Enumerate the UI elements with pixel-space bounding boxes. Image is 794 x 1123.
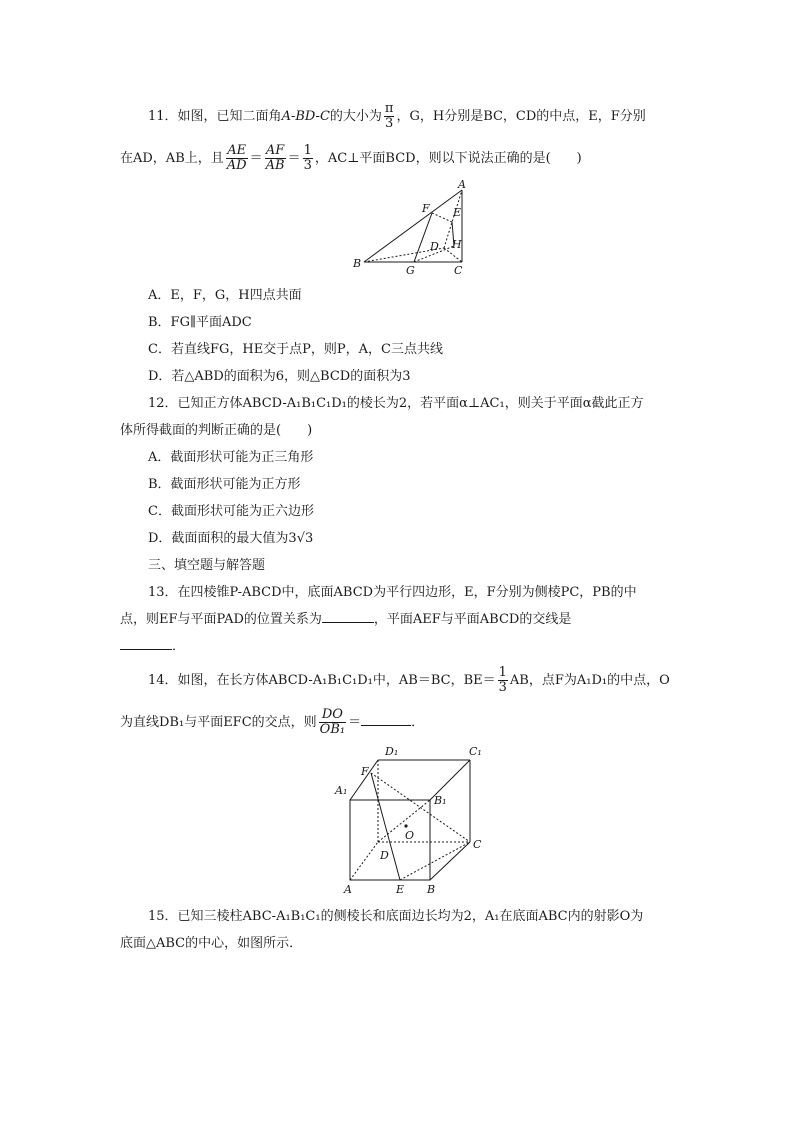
q11-label-H: H xyxy=(452,238,462,251)
q11-text-2a: 在AD，AB上，且 xyxy=(120,151,224,166)
q13-blank-1[interactable] xyxy=(322,610,374,623)
q14-text-b: AB，点F为A₁D₁的中点，O xyxy=(509,673,670,688)
q14-label-C1: C₁ xyxy=(469,745,482,758)
q11-option-b: B．FG∥平面ADC xyxy=(148,315,252,330)
q14-text-a: 14．如图，在长方体ABCD-A₁B₁C₁D₁中，AB＝BC，BE＝ xyxy=(148,673,496,688)
q12-line1: 12．已知正方体ABCD-A₁B₁C₁D₁的棱长为2，若平面α⊥AC₁，则关于平面α截此正方 xyxy=(148,396,644,411)
q13-line3 xyxy=(120,637,185,657)
section-heading: 三、填空题与解答题 xyxy=(148,558,266,573)
q11-text-2b: ，AC⊥平面BCD，则以下说法正确的是( ) xyxy=(314,151,582,166)
q15-line1: 15．已知三棱柱ABC-A₁B₁C₁的侧棱长和底面边长均为2，A₁在底面ABC内的射影O为 xyxy=(148,909,644,924)
frac-den: 3 xyxy=(498,680,507,695)
q14-label-O: O xyxy=(405,829,415,842)
q11-option-d: D．若△ABD的面积为6，则△BCD的面积为3 xyxy=(148,369,411,384)
q14-text-2a: 为直线DB₁与平面EFC的交点，则 xyxy=(120,715,317,730)
q11-label-C: C xyxy=(454,264,463,277)
q14-line2 xyxy=(120,708,424,737)
q11-pi-over-3 xyxy=(384,102,395,131)
q11-label-D: D xyxy=(430,240,439,253)
q12-option-d: D．截面面积的最大值为3√3 xyxy=(148,531,314,546)
q11-frac-af-ab xyxy=(265,144,286,173)
q11-frac-ae-ad xyxy=(226,144,248,173)
q14-line1 xyxy=(148,666,670,695)
frac-den: AB xyxy=(265,158,285,173)
q12-option-a: A．截面形状可能为正三角形 xyxy=(148,450,314,465)
frac-den: OB₁ xyxy=(319,722,346,737)
q11-number: 11． xyxy=(148,109,178,124)
q11-text-a: 如图，已知二面角 xyxy=(177,109,282,124)
q14-label-B: B xyxy=(427,883,436,896)
frac-num: 1 xyxy=(303,143,312,158)
q11-label-B: B xyxy=(353,257,362,270)
q11-line1 xyxy=(148,102,646,131)
q14-label-E: E xyxy=(396,883,405,896)
q11-text-d: ，G，H分别是BC，CD的中点，E，F分别 xyxy=(396,109,646,124)
q13-line2 xyxy=(120,610,571,630)
frac-den: AD xyxy=(226,158,247,173)
q11-line2: 在AD，AB上，且 $\frac{AE}{AD}$ ＝ $\frac{AF}{AB}$ ＝ $\frac{1}{3}$ ，AC⊥平面BCD，则以下说法正确的是( ) xyxy=(120,143,582,173)
frac-num: π xyxy=(384,101,394,116)
q11-frac-one-third xyxy=(303,144,313,173)
q12-line2: 体所得截面的判断正确的是( ) xyxy=(120,423,313,438)
q11-label-F: F xyxy=(422,202,430,215)
q15-line2: 底面△ABC的中心，如图所示． xyxy=(120,936,303,951)
q11-text-c: 的大小为 xyxy=(329,109,382,124)
q11-label-G: G xyxy=(406,264,415,277)
q14-text-end: ． xyxy=(411,715,425,730)
q11-option-c: C．若直线FG，HE交于点P，则P，A，C三点共线 xyxy=(148,342,444,357)
frac-num: DO xyxy=(319,708,346,723)
frac-num: 1 xyxy=(498,665,507,680)
q11-option-a: A．E，F，G，H四点共面 xyxy=(148,288,302,303)
q13-text-end: ． xyxy=(172,639,186,654)
q11-label-A: A xyxy=(458,178,466,191)
q13-blank-2[interactable] xyxy=(120,637,172,650)
q14-label-A1: A₁ xyxy=(335,784,348,797)
q14-label-D: D xyxy=(380,849,389,862)
q14-label-A: A xyxy=(344,883,352,896)
q14-label-D1: D₁ xyxy=(385,745,399,758)
q14-frac-one-third xyxy=(498,666,508,695)
q11-figure xyxy=(350,178,475,278)
q12-option-b: B．截面形状可能为正方形 xyxy=(148,477,301,492)
frac-den: 3 xyxy=(385,116,394,131)
q14-frac-do-ob1 xyxy=(319,708,346,737)
q11-dihedral: A-BD-C xyxy=(281,109,330,124)
q14-label-F: F xyxy=(361,765,369,778)
q14-blank[interactable] xyxy=(361,713,411,726)
q13-line1: 13．在四棱锥P-ABCD中，底面ABCD为平行四边形，E，F分别为侧棱PC，PB的中 xyxy=(148,585,637,600)
q13-text-b: ，平面AEF与平面ABCD的交线是 xyxy=(373,612,572,627)
frac-num: AF xyxy=(265,143,285,158)
q14-figure xyxy=(330,742,490,902)
frac-num: AE xyxy=(227,143,247,158)
q12-option-c: C．截面形状可能为正六边形 xyxy=(148,504,314,519)
q13-text-a: 点，则EF与平面PAD的位置关系为 xyxy=(120,612,322,627)
frac-den: 3 xyxy=(303,158,312,173)
q14-point-O xyxy=(404,824,407,827)
q14-label-C: C xyxy=(473,838,482,851)
q14-text-eq: ＝ xyxy=(348,715,362,730)
q11-label-E: E xyxy=(453,206,462,219)
q14-label-B1: B₁ xyxy=(434,794,447,807)
